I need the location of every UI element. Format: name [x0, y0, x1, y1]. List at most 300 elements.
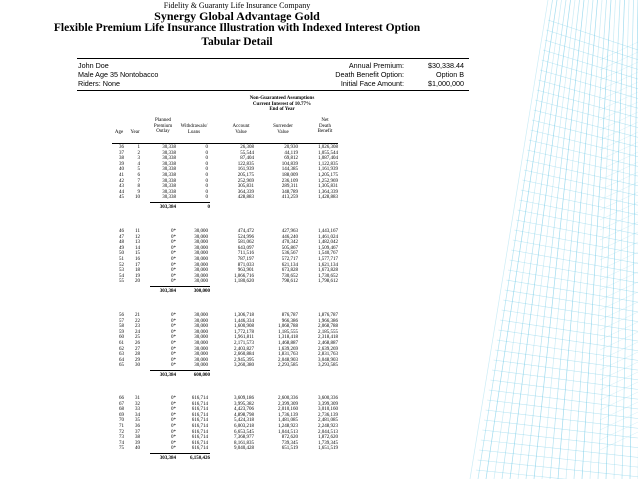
- account-value-cell: 26,308: [240, 145, 254, 150]
- year-cell: 39: [135, 440, 140, 446]
- age-cell: 46: [119, 229, 124, 234]
- withdrawal-cell: 30,000: [194, 346, 208, 352]
- age-cell: 63: [119, 352, 124, 358]
- premium-cell: 30,338: [162, 195, 176, 201]
- premium-cell: 0*: [171, 273, 176, 279]
- insured-info: [78, 61, 158, 88]
- account-value-cell: 2,171,573: [234, 341, 254, 346]
- premium-cell: 30,338: [162, 189, 176, 195]
- account-value-cell: 8,161,835: [234, 440, 254, 446]
- withdrawal-cell: 0: [205, 189, 208, 195]
- account-value-cell: 871,033: [237, 262, 254, 268]
- surrender-value-cell: 2,293,585: [278, 363, 298, 369]
- death-benefit-cell: 3,293,585: [318, 363, 338, 369]
- premium-cell: 0*: [171, 262, 176, 268]
- withdrawal-cell: 0: [205, 156, 208, 162]
- premium-cell: 0*: [171, 234, 176, 240]
- premium-cell: 0*: [171, 401, 176, 407]
- premium-cell: 0*: [171, 318, 176, 324]
- age-cell: 67: [119, 401, 124, 407]
- withdrawal-subtotal: 300,000: [193, 289, 210, 294]
- premium-cell: 0*: [171, 435, 176, 441]
- account-value-cell: 1,180,620: [234, 279, 254, 285]
- age-cell: 65: [119, 363, 124, 369]
- death-benefit-option-value: Option B: [436, 70, 464, 79]
- surrender-value-cell: 1,736,139: [278, 412, 298, 418]
- death-benefit-cell: 2,736,139: [318, 412, 338, 418]
- year-cell: 40: [135, 446, 140, 452]
- year-cell: 19: [135, 273, 140, 279]
- death-benefit-cell: 3,600,336: [318, 396, 338, 401]
- age-cell: 51: [119, 257, 124, 262]
- death-benefit-cell: 1,730,652: [318, 273, 338, 279]
- year-cell: 1: [137, 145, 140, 150]
- withdrawal-subtotal: 0: [207, 205, 210, 210]
- surrender-value-cell: 1,318,418: [278, 335, 298, 341]
- surrender-value-cell: 966,386: [281, 318, 298, 324]
- account-value-cell: 161,939: [237, 167, 254, 173]
- account-value-cell: 3,260,380: [234, 363, 254, 369]
- surrender-value-cell: 505,867: [281, 245, 298, 251]
- premium-cell: 30,338: [162, 184, 176, 190]
- death-benefit-cell: 3,048,903: [318, 357, 338, 363]
- withdrawal-cell: 0: [205, 145, 208, 150]
- death-benefit-cell: 1,461,024: [318, 234, 338, 240]
- year-cell: 36: [135, 424, 140, 429]
- account-value-cell: 122,835: [237, 161, 254, 167]
- surrender-value-cell: 470,342: [281, 240, 298, 246]
- account-value-cell: 474,472: [237, 229, 254, 234]
- account-value-cell: 3,609,186: [234, 396, 254, 401]
- premium-cell: 30,338: [162, 161, 176, 167]
- premium-cell: 0*: [171, 424, 176, 429]
- death-benefit-cell: 1,872,620: [318, 435, 338, 441]
- age-cell: 58: [119, 324, 124, 330]
- year-cell: 33: [135, 407, 140, 413]
- age-cell: 40: [119, 167, 124, 173]
- premium-cell: 0*: [171, 346, 176, 352]
- account-value-cell: 1,600,908: [234, 324, 254, 330]
- year-cell: 15: [135, 251, 140, 257]
- age-cell: 38: [119, 156, 124, 162]
- surrender-value-cell: 348,789: [281, 189, 298, 195]
- surrender-value-cell: 876,787: [281, 313, 298, 318]
- age-cell: 68: [119, 407, 124, 413]
- year-cell: 16: [135, 257, 140, 262]
- surrender-value-cell: 730,652: [281, 273, 298, 279]
- withdrawal-subtotal: 600,000: [193, 373, 210, 378]
- death-benefit-cell: 1,673,828: [318, 268, 338, 274]
- death-benefit-option-label: Death Benefit Option:: [335, 70, 404, 79]
- surrender-value-cell: 651,519: [281, 446, 298, 452]
- account-value-cell: 9,040,428: [234, 446, 254, 452]
- surrender-value-cell: 621,134: [281, 262, 298, 268]
- account-value-cell: 2,945,395: [234, 357, 254, 363]
- premium-cell: 30,338: [162, 145, 176, 150]
- assumptions-heading: Non-Guaranteed Assumptions Current Interest of 10.77% End of Year: [249, 96, 315, 113]
- death-benefit-cell: 1,205,175: [318, 173, 338, 178]
- initial-face-amount-label: Initial Face Amount:: [340, 79, 404, 88]
- account-value-cell: 55,544: [240, 150, 254, 156]
- column-header-rule: [112, 143, 338, 144]
- withdrawal-cell: 0: [205, 167, 208, 173]
- year-cell: 34: [135, 412, 140, 418]
- death-benefit-cell: 2,185,555: [318, 329, 338, 335]
- initial-face-amount-value: $1,000,000: [428, 79, 464, 88]
- withdrawal-cell: 616,714: [191, 440, 208, 446]
- death-benefit-cell: 2,318,418: [318, 335, 338, 341]
- subtotal-rule: [150, 453, 210, 454]
- premium-cell: 0*: [171, 418, 176, 424]
- withdrawal-cell: 0: [205, 150, 208, 156]
- premium-subtotal: 303,384: [159, 456, 176, 461]
- surrender-value-cell: 144,385: [281, 167, 298, 173]
- premium-cell: 0*: [171, 251, 176, 257]
- withdrawal-cell: 616,714: [191, 407, 208, 413]
- death-benefit-cell: 1,651,519: [318, 446, 338, 452]
- surrender-value-cell: 1,481,085: [278, 418, 298, 424]
- account-value-cell: 87,404: [240, 156, 254, 162]
- account-value-cell: 581,062: [237, 240, 254, 246]
- surrender-value-cell: 798,612: [281, 279, 298, 285]
- policy-values: [408, 61, 464, 88]
- account-value-cell: 787,197: [237, 257, 254, 262]
- premium-cell: 0*: [171, 429, 176, 435]
- premium-subtotal: 303,384: [159, 289, 176, 294]
- withdrawal-cell: 30,000: [194, 329, 208, 335]
- surrender-value-cell: 1,639,269: [278, 346, 298, 352]
- age-cell: 52: [119, 262, 124, 268]
- age-cell: 61: [119, 341, 124, 346]
- death-benefit-cell: 1,122,835: [318, 161, 338, 167]
- surrender-value-cell: 236,109: [281, 178, 298, 184]
- surrender-value-cell: 188,009: [281, 173, 298, 178]
- account-value-cell: 4,423,706: [234, 407, 254, 413]
- withdrawal-cell: 616,714: [191, 446, 208, 452]
- withdrawal-cell: 616,714: [191, 418, 208, 424]
- age-cell: 56: [119, 313, 124, 318]
- account-value-cell: 205,175: [237, 173, 254, 178]
- death-benefit-cell: 2,044,513: [318, 429, 338, 435]
- premium-cell: 0*: [171, 412, 176, 418]
- product-name: Synergy Global Advantage Gold: [154, 9, 320, 23]
- premium-cell: 0*: [171, 352, 176, 358]
- subtotal-rule: [150, 286, 210, 287]
- year-cell: 23: [135, 324, 140, 330]
- year-cell: 3: [137, 156, 140, 162]
- premium-cell: 0*: [171, 335, 176, 341]
- withdrawal-cell: 30,000: [194, 341, 208, 346]
- age-cell: 39: [119, 161, 124, 167]
- premium-cell: 30,338: [162, 178, 176, 184]
- death-benefit-cell: 2,468,887: [318, 341, 338, 346]
- withdrawal-cell: 30,000: [194, 335, 208, 341]
- account-value-cell: 305,831: [237, 184, 254, 190]
- year-cell: 28: [135, 352, 140, 358]
- withdrawal-cell: 616,714: [191, 429, 208, 435]
- account-value-cell: 2,660,884: [234, 352, 254, 358]
- account-value-cell: 364,339: [237, 189, 254, 195]
- age-cell: 37: [119, 150, 124, 156]
- age-cell: 69: [119, 412, 124, 418]
- age-cell: 74: [119, 440, 124, 446]
- premium-cell: 0*: [171, 313, 176, 318]
- col-death-benefit-header: Net Death Benefit: [317, 118, 333, 135]
- death-benefit-cell: 2,639,269: [318, 346, 338, 352]
- surrender-value-cell: 2,010,160: [278, 407, 298, 413]
- surrender-value-cell: 289,311: [281, 184, 298, 190]
- withdrawal-cell: 616,714: [191, 412, 208, 418]
- withdrawal-cell: 30,000: [194, 234, 208, 240]
- year-cell: 37: [135, 429, 140, 435]
- account-value-cell: 7,368,977: [234, 435, 254, 441]
- age-cell: 64: [119, 357, 124, 363]
- surrender-value-cell: 20,930: [284, 145, 298, 150]
- death-benefit-cell: 2,068,788: [318, 324, 338, 330]
- premium-cell: 0*: [171, 257, 176, 262]
- age-cell: 62: [119, 346, 124, 352]
- death-benefit-cell: 3,010,160: [318, 407, 338, 413]
- age-cell: 59: [119, 329, 124, 335]
- subtotal-rule: [150, 370, 210, 371]
- account-value-cell: 5,424,318: [234, 418, 254, 424]
- age-cell: 57: [119, 318, 124, 324]
- account-value-cell: 428,883: [237, 195, 254, 201]
- surrender-value-cell: 413,259: [281, 195, 298, 201]
- col-account-header: Account Value: [232, 124, 250, 135]
- premium-cell: 30,338: [162, 173, 176, 178]
- age-cell: 55: [119, 279, 124, 285]
- age-cell: 70: [119, 418, 124, 424]
- premium-cell: 30,338: [162, 167, 176, 173]
- age-cell: 49: [119, 245, 124, 251]
- illustration-description: Flexible Premium Life Insurance Illustration with Indexed Interest Option: [53, 22, 421, 34]
- death-benefit-cell: 1,087,404: [318, 156, 338, 162]
- death-benefit-cell: 1,482,042: [318, 240, 338, 246]
- age-cell: 36: [119, 145, 124, 150]
- page-title: Tabular Detail: [201, 36, 273, 48]
- withdrawal-cell: 30,000: [194, 257, 208, 262]
- year-cell: 24: [135, 329, 140, 335]
- withdrawal-cell: 30,000: [194, 268, 208, 274]
- year-cell: 11: [135, 229, 140, 234]
- age-cell: 71: [119, 424, 124, 429]
- surrender-value-cell: 2,399,309: [278, 401, 298, 407]
- policy-labels: [300, 61, 404, 88]
- year-cell: 38: [135, 435, 140, 441]
- account-value-cell: 3,995,382: [234, 401, 254, 407]
- year-cell: 9: [137, 189, 140, 195]
- surrender-value-cell: 739,345: [281, 440, 298, 446]
- death-benefit-cell: 1,577,717: [318, 257, 338, 262]
- surrender-value-cell: 2,600,336: [278, 396, 298, 401]
- withdrawal-cell: 30,000: [194, 313, 208, 318]
- surrender-value-cell: 2,048,903: [278, 357, 298, 363]
- year-cell: 30: [135, 363, 140, 369]
- death-benefit-cell: 1,055,544: [318, 150, 338, 156]
- death-benefit-cell: 3,399,309: [318, 401, 338, 407]
- year-cell: 10: [135, 195, 140, 201]
- annual-premium-value: $30,338.44: [428, 61, 464, 70]
- col-age-header: Age: [114, 130, 124, 135]
- premium-cell: 30,338: [162, 156, 176, 162]
- year-cell: 17: [135, 262, 140, 268]
- header-rule-top: [77, 58, 469, 59]
- death-benefit-cell: 2,481,085: [318, 418, 338, 424]
- death-benefit-cell: 1,428,883: [318, 195, 338, 201]
- premium-cell: 0*: [171, 446, 176, 452]
- withdrawal-cell: 30,000: [194, 229, 208, 234]
- year-cell: 6: [137, 173, 140, 178]
- premium-subtotal: 303,384: [159, 373, 176, 378]
- surrender-value-cell: 1,185,555: [278, 329, 298, 335]
- header-rule-bottom: [77, 90, 469, 91]
- age-cell: 44: [119, 189, 124, 195]
- account-value-cell: 1,446,334: [234, 318, 254, 324]
- col-surrender-header: Surrender Value: [273, 124, 293, 135]
- year-cell: 8: [137, 184, 140, 190]
- year-cell: 29: [135, 357, 140, 363]
- age-cell: 42: [119, 178, 124, 184]
- withdrawal-cell: 616,714: [191, 424, 208, 429]
- death-benefit-cell: 1,739,345: [318, 440, 338, 446]
- surrender-value-cell: 104,839: [281, 161, 298, 167]
- withdrawal-cell: 30,000: [194, 357, 208, 363]
- account-value-cell: 4,898,798: [234, 412, 254, 418]
- insured-name: John Doe: [78, 61, 109, 70]
- death-benefit-cell: 1,305,831: [318, 184, 338, 190]
- surrender-value-cell: 1,468,887: [278, 341, 298, 346]
- withdrawal-cell: 0: [205, 184, 208, 190]
- surrender-value-cell: 872,620: [281, 435, 298, 441]
- withdrawal-cell: 30,000: [194, 279, 208, 285]
- surrender-value-cell: 536,567: [281, 251, 298, 257]
- year-cell: 22: [135, 318, 140, 324]
- year-cell: 21: [135, 313, 140, 318]
- year-cell: 18: [135, 268, 140, 274]
- company-name: Fidelity & Guaranty Life Insurance Company: [163, 1, 311, 10]
- premium-cell: 0*: [171, 268, 176, 274]
- premium-cell: 0*: [171, 440, 176, 446]
- age-cell: 60: [119, 335, 124, 341]
- surrender-value-cell: 572,717: [281, 257, 298, 262]
- premium-cell: 0*: [171, 357, 176, 363]
- surrender-value-cell: 44,119: [284, 150, 298, 156]
- premium-cell: 30,338: [162, 150, 176, 156]
- age-cell: 41: [119, 173, 124, 178]
- withdrawal-cell: 30,000: [194, 251, 208, 257]
- year-cell: 14: [135, 245, 140, 251]
- death-benefit-cell: 1,876,787: [318, 313, 338, 318]
- age-cell: 43: [119, 184, 124, 190]
- account-value-cell: 643,097: [237, 245, 254, 251]
- surrender-value-cell: 1,044,513: [278, 429, 298, 435]
- account-value-cell: 252,969: [237, 178, 254, 184]
- surrender-value-cell: 1,068,788: [278, 324, 298, 330]
- year-cell: 27: [135, 346, 140, 352]
- riders: Riders: None: [78, 79, 120, 88]
- death-benefit-cell: 2,248,923: [318, 424, 338, 429]
- withdrawal-cell: 30,000: [194, 352, 208, 358]
- death-benefit-cell: 2,831,763: [318, 352, 338, 358]
- account-value-cell: 2,403,827: [234, 346, 254, 352]
- year-cell: 4: [137, 161, 140, 167]
- death-benefit-cell: 1,509,467: [318, 245, 338, 251]
- premium-cell: 0*: [171, 245, 176, 251]
- account-value-cell: 963,901: [237, 268, 254, 274]
- year-cell: 5: [137, 167, 140, 173]
- account-value-cell: 711,516: [237, 251, 254, 257]
- surrender-value-cell: 673,828: [281, 268, 298, 274]
- year-cell: 13: [135, 240, 140, 246]
- account-value-cell: 1,772,178: [234, 329, 254, 335]
- col-year-header: Year: [130, 130, 140, 135]
- subtotal-rule: [150, 202, 210, 203]
- withdrawal-cell: 0: [205, 161, 208, 167]
- withdrawal-cell: 30,000: [194, 363, 208, 369]
- withdrawal-cell: 0: [205, 178, 208, 184]
- withdrawal-cell: 30,000: [194, 262, 208, 268]
- age-cell: 54: [119, 273, 124, 279]
- age-cell: 50: [119, 251, 124, 257]
- age-cell: 48: [119, 240, 124, 246]
- year-cell: 31: [135, 396, 140, 401]
- age-cell: 47: [119, 234, 124, 240]
- death-benefit-cell: 1,443,167: [318, 229, 338, 234]
- withdrawal-cell: 616,714: [191, 401, 208, 407]
- account-value-cell: 6,653,545: [234, 429, 254, 435]
- age-cell: 73: [119, 435, 124, 441]
- year-cell: 32: [135, 401, 140, 407]
- year-cell: 7: [137, 178, 140, 184]
- death-benefit-cell: 1,161,939: [318, 167, 338, 173]
- surrender-value-cell: 446,240: [281, 234, 298, 240]
- col-premium-header: Planned Premium Outlay: [153, 118, 173, 135]
- withdrawal-cell: 30,000: [194, 245, 208, 251]
- insured-demographics: Male Age 35 Nontobacco: [78, 70, 159, 79]
- death-benefit-cell: 1,026,308: [318, 145, 338, 150]
- premium-cell: 0*: [171, 341, 176, 346]
- surrender-value-cell: 1,831,763: [278, 352, 298, 358]
- death-benefit-cell: 1,966,386: [318, 318, 338, 324]
- year-cell: 35: [135, 418, 140, 424]
- premium-cell: 0*: [171, 324, 176, 330]
- premium-cell: 0*: [171, 407, 176, 413]
- premium-cell: 0*: [171, 229, 176, 234]
- surrender-value-cell: 1,248,923: [278, 424, 298, 429]
- premium-cell: 0*: [171, 279, 176, 285]
- premium-cell: 0*: [171, 363, 176, 369]
- year-cell: 12: [135, 234, 140, 240]
- age-cell: 72: [119, 429, 124, 435]
- account-value-cell: 1,961,811: [234, 335, 254, 341]
- age-cell: 45: [119, 195, 124, 201]
- death-benefit-cell: 1,621,134: [318, 262, 338, 268]
- age-cell: 53: [119, 268, 124, 274]
- surrender-value-cell: 69,812: [284, 156, 298, 162]
- withdrawal-cell: 616,714: [191, 435, 208, 441]
- withdrawal-cell: 30,000: [194, 318, 208, 324]
- account-value-cell: 524,996: [237, 234, 254, 240]
- premium-cell: 0*: [171, 329, 176, 335]
- withdrawal-cell: 30,000: [194, 240, 208, 246]
- death-benefit-cell: 1,252,969: [318, 178, 338, 184]
- year-cell: 2: [137, 150, 140, 156]
- col-withdrawals-header: Withdrawals/ Loans: [180, 124, 208, 135]
- age-cell: 66: [119, 396, 124, 401]
- account-value-cell: 1,066,716: [234, 273, 254, 279]
- surrender-value-cell: 427,963: [281, 229, 298, 234]
